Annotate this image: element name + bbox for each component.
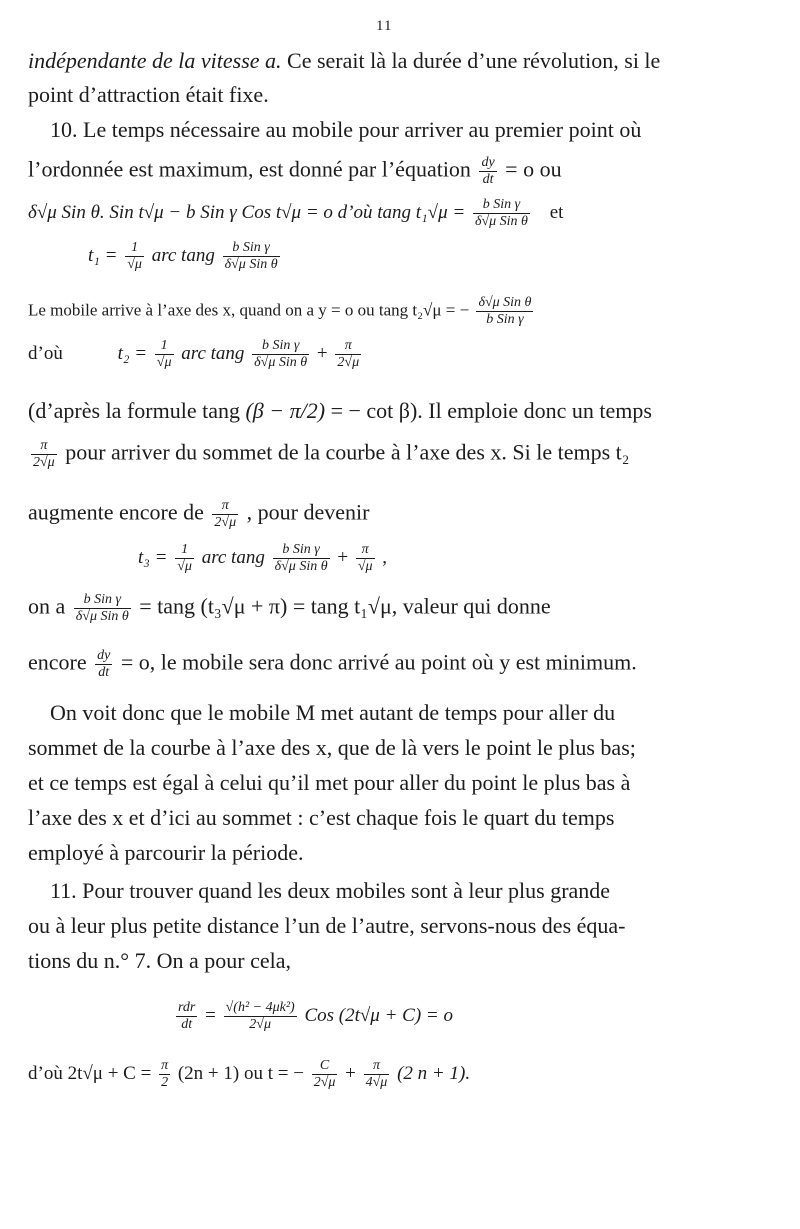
denominator: δ√μ Sin θ xyxy=(224,257,278,272)
denominator: 2√μ xyxy=(337,355,360,370)
denominator: dt xyxy=(181,1017,193,1032)
numerator: b Sin γ xyxy=(473,197,530,214)
denominator: 4√μ xyxy=(365,1075,388,1090)
text-span: (d’après la formule tang xyxy=(28,398,240,423)
numerator: 1 xyxy=(155,338,174,355)
text-line-11 xyxy=(28,498,369,531)
fraction xyxy=(356,542,375,575)
fraction xyxy=(479,155,496,188)
text-span: l’ordonnée est maximum, est donné par l’équation xyxy=(28,156,471,182)
numerator: dy xyxy=(97,648,111,663)
text-span: = o, le mobile sera donc arrivé au point où y est minimum. xyxy=(120,649,637,675)
fraction xyxy=(74,592,131,625)
denominator: δ√μ Sin θ xyxy=(274,559,328,574)
numerator: b Sin γ xyxy=(273,542,330,559)
text-span: d’où 2t√μ + C = xyxy=(28,1062,152,1084)
denominator: √μ xyxy=(177,559,192,574)
numerator: π xyxy=(31,438,57,455)
text-line-14 xyxy=(28,648,637,681)
fraction xyxy=(176,1000,197,1033)
denominator: √μ xyxy=(357,559,373,574)
denominator: 2 xyxy=(161,1075,169,1090)
text-line-2: point d’attraction était fixe. xyxy=(28,82,269,107)
page-number: 11 xyxy=(376,18,393,34)
text-line-3: 10. Le temps nécessaire au mobile pour arriver au premier point où xyxy=(50,117,642,142)
numerator: rdr xyxy=(178,1000,196,1015)
equation-4 xyxy=(138,542,387,575)
numerator: b Sin γ xyxy=(223,240,280,257)
text-italic: indépendante de la vitesse a. xyxy=(28,48,282,73)
fraction xyxy=(95,648,112,681)
text-line-13 xyxy=(28,592,551,625)
plus-sign: + xyxy=(316,342,328,364)
fraction xyxy=(273,542,330,575)
equation-6 xyxy=(28,1058,470,1091)
paragraph-line-2: sommet de la courbe à l’axe des x, que de là vers le point le plus bas; xyxy=(28,735,636,760)
numerator: b Sin γ xyxy=(252,338,309,355)
fraction xyxy=(155,338,174,371)
fraction xyxy=(125,240,144,273)
paragraph-line-5: employé à parcourir la période. xyxy=(28,840,304,865)
paragraph2-line-3: tions du n.° 7. On a pour cela, xyxy=(28,948,291,973)
paragraph-line-1: On voit donc que le mobile M met autant de temps pour aller du xyxy=(50,700,616,725)
numerator: π xyxy=(335,338,361,355)
equation-3 xyxy=(28,338,364,371)
fraction xyxy=(335,338,361,371)
numerator: √(h² − 4μk²) xyxy=(225,1000,295,1015)
numerator: π xyxy=(212,498,238,515)
numerator: 1 xyxy=(175,542,194,559)
equation-text: t₃ = xyxy=(138,546,168,568)
equation-5: $\frac{\text{rdr}}{dt}$ = $\frac{\text{√(h² − 4μk²)}}{2√\mu}$ Cos (2t√μ + C) = o xyxy=(178,1000,453,1032)
denominator: 2√μ xyxy=(214,515,237,530)
numerator: δ√μ Sin θ xyxy=(478,295,532,310)
plus-sign: + xyxy=(337,546,349,568)
equation-text: (2 n + 1). xyxy=(397,1062,471,1084)
fraction xyxy=(223,240,280,273)
equation-text: t₂ = xyxy=(117,342,148,364)
text-line-9 xyxy=(28,398,652,424)
denominator: √μ xyxy=(156,355,172,370)
paragraph-line-4: l’axe des x et d’ici au sommet : c’est chaque fois le quart du temps xyxy=(28,805,615,830)
text-span: , pour devenir xyxy=(246,499,370,525)
numerator: π xyxy=(364,1058,390,1075)
comma: , xyxy=(382,546,388,568)
denominator: 2√μ xyxy=(33,455,55,470)
numerator: 1 xyxy=(125,240,144,257)
denominator: b Sin γ xyxy=(486,312,524,327)
fraction xyxy=(159,1058,170,1091)
text-line-1 xyxy=(28,48,660,74)
text-span: d’où xyxy=(28,342,63,364)
equation-1 xyxy=(28,197,563,230)
fraction xyxy=(31,438,57,471)
text-line-4 xyxy=(28,155,562,188)
paragraph-line-3: et ce temps est égal à celui qu’il met pour aller du point le plus bas à xyxy=(28,770,631,795)
text-span: et xyxy=(549,201,564,223)
fraction xyxy=(473,197,530,230)
text-span: = o ou xyxy=(505,156,562,182)
text-span: = − cot β). Il emploie donc un temps xyxy=(330,398,652,423)
denominator: 2√μ xyxy=(313,1075,336,1090)
text-span: (2n + 1) ou t = − xyxy=(177,1062,304,1084)
paragraph2-line-2: ou à leur plus petite distance l’un de l’autre, servons-nous des équa- xyxy=(28,913,626,938)
denominator: 2√μ xyxy=(249,1017,272,1032)
equation-text: arc tang xyxy=(181,342,245,364)
fraction xyxy=(175,542,194,575)
equation-2 xyxy=(88,240,283,273)
fraction xyxy=(252,338,309,371)
text-span: Ce serait là la durée d’une révolution, si le xyxy=(287,48,661,73)
paragraph2-line-1: 11. Pour trouver quand les deux mobiles sont à leur plus grande xyxy=(50,878,611,903)
equation-text: (β − π/2) xyxy=(245,398,326,423)
numerator: C xyxy=(312,1058,338,1075)
equation-text: arc tang xyxy=(201,546,265,568)
plus-sign: + xyxy=(345,1062,356,1084)
text-span: pour arriver du sommet de la courbe à l’axe des x. Si le temps t₂ xyxy=(65,439,630,465)
equation-text: Cos (2t√μ + C) = o xyxy=(304,1004,453,1026)
denominator: dt xyxy=(482,172,494,187)
fraction xyxy=(476,295,533,328)
denominator: √μ xyxy=(127,257,142,272)
text-line-7 xyxy=(28,295,536,328)
fraction xyxy=(312,1058,338,1091)
text-span: augmente encore de xyxy=(28,499,204,525)
numerator: b Sin γ xyxy=(74,592,131,609)
fraction xyxy=(364,1058,390,1091)
numerator: π xyxy=(356,542,375,559)
text-line-10 xyxy=(28,438,629,471)
denominator: δ√μ Sin θ xyxy=(474,214,528,229)
equation-text: arc tang xyxy=(151,244,215,266)
text-span: Le mobile arrive à l’axe des x, quand on a y = o ou tang t₂√μ = − xyxy=(28,300,470,320)
equation-text: δ√μ Sin θ. Sin t√μ − b Sin γ Cos t√μ = o d’où tang t₁√μ = xyxy=(28,201,466,223)
denominator: δ√μ Sin θ xyxy=(254,355,308,370)
numerator: π xyxy=(161,1058,169,1073)
numerator: dy xyxy=(481,155,495,170)
denominator: δ√μ Sin θ xyxy=(75,609,129,624)
text-span: encore xyxy=(28,649,87,675)
denominator: dt xyxy=(98,665,110,680)
equation-text: t₁ = xyxy=(88,244,118,266)
text-span: = tang (t₃√μ + π) = tang t₁√μ, valeur qui donne xyxy=(139,593,551,619)
fraction xyxy=(224,1000,297,1033)
fraction xyxy=(212,498,238,531)
text-span: on a xyxy=(28,593,66,619)
